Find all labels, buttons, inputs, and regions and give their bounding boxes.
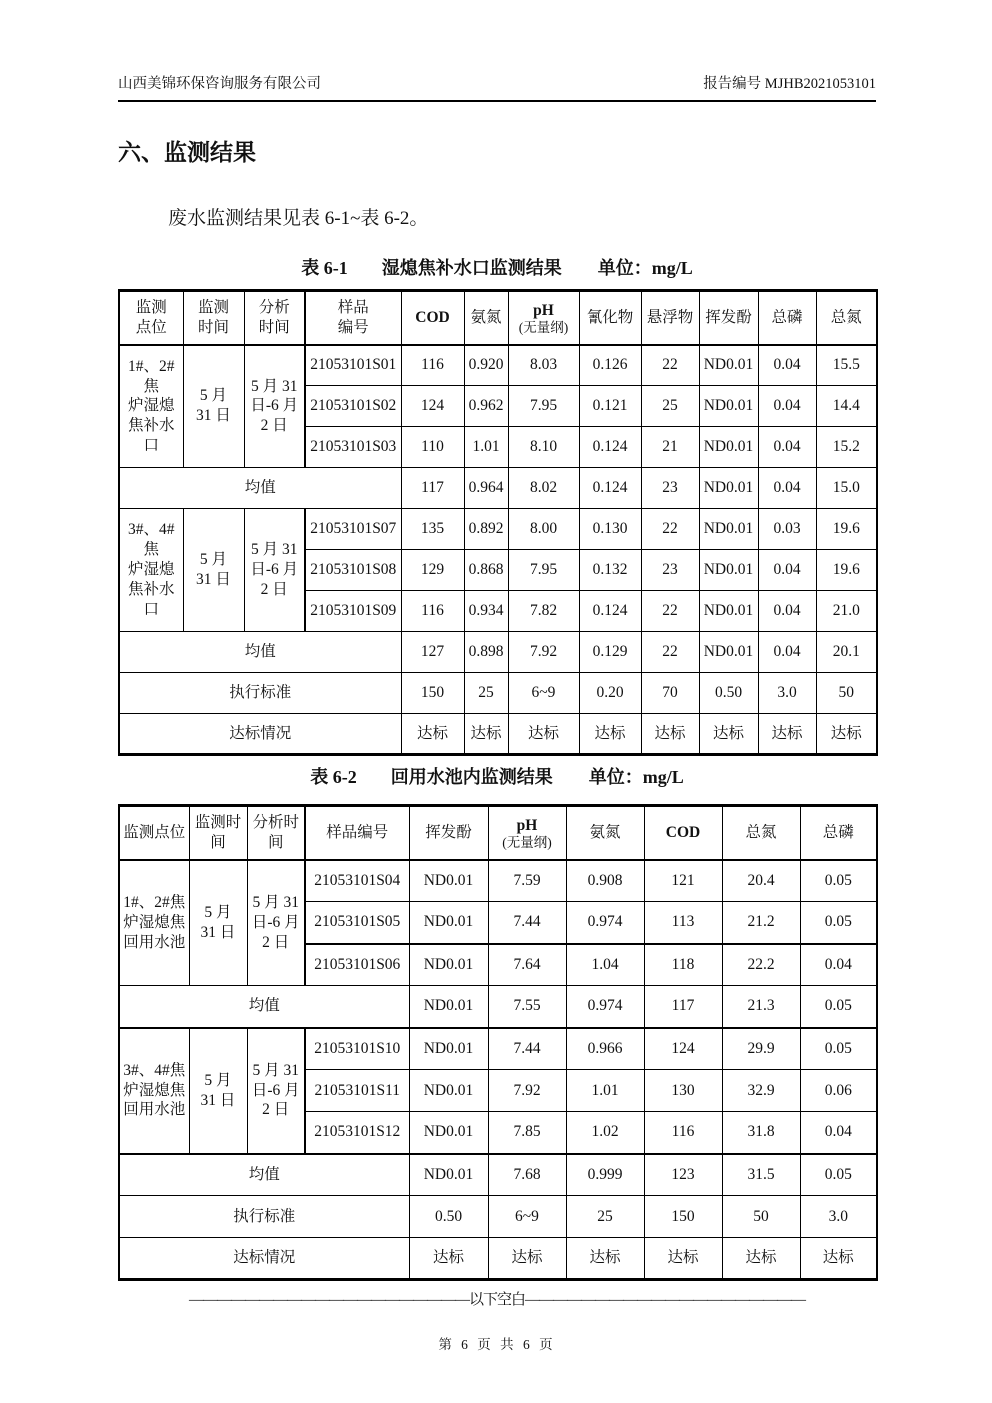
value-cell: 7.44 <box>488 902 566 944</box>
value-cell: 0.132 <box>579 550 641 591</box>
value-cell: 21 <box>641 427 699 468</box>
column-header: 监测 点位 <box>119 291 183 345</box>
compliance-cell: 达标 <box>800 1238 877 1280</box>
value-cell: 21.2 <box>722 902 800 944</box>
below-blank-marker: ————————————————————以下空白———————————————————— <box>188 1292 805 1308</box>
mean-value-cell: 31.5 <box>722 1154 800 1196</box>
value-cell: 1.04 <box>566 944 644 986</box>
table-6-1-caption-title: 湿熄焦补水口监测结果 <box>381 258 562 278</box>
column-header: 悬浮物 <box>641 291 699 345</box>
standard-value-cell: 50 <box>722 1196 800 1238</box>
value-cell: 0.966 <box>566 1028 644 1070</box>
mean-value-cell: ND0.01 <box>409 986 488 1028</box>
sample-id: 21053101S07 <box>305 509 401 550</box>
value-cell: 0.03 <box>758 509 816 550</box>
column-header: 样品 编号 <box>305 291 401 345</box>
monitoring-point: 3#、4#焦 炉湿熄焦 回用水池 <box>119 1028 189 1154</box>
sample-id: 21053101S02 <box>305 386 401 427</box>
value-cell: 121 <box>644 860 722 902</box>
mean-value-cell: ND0.01 <box>699 632 758 673</box>
mean-value-cell: 7.92 <box>508 632 579 673</box>
column-header: 氨氮 <box>566 806 644 860</box>
table-6-2-caption-unit: 单位：mg/L <box>588 767 684 787</box>
table-row <box>119 468 877 509</box>
mean-value-cell: 0.04 <box>758 632 816 673</box>
value-cell: ND0.01 <box>409 860 488 902</box>
value-cell: 21.0 <box>816 591 877 632</box>
value-cell: ND0.01 <box>699 550 758 591</box>
mean-value-cell: 0.05 <box>800 986 877 1028</box>
value-cell: 8.10 <box>508 427 579 468</box>
row-label-mean: 均值 <box>119 986 409 1028</box>
column-header: pH (无量纲) <box>508 291 579 345</box>
column-header: 监测点位 <box>119 806 189 860</box>
value-cell: 116 <box>401 345 464 386</box>
table-row <box>119 509 877 550</box>
compliance-cell: 达标 <box>579 714 641 755</box>
column-header: 总氮 <box>722 806 800 860</box>
value-cell: 0.962 <box>464 386 508 427</box>
column-header: 监测时 间 <box>189 806 247 860</box>
table-6-2-container <box>118 804 876 1281</box>
standard-value-cell: 3.0 <box>800 1196 877 1238</box>
value-cell: 0.05 <box>800 902 877 944</box>
row-label-mean: 均值 <box>119 468 401 509</box>
value-cell: 0.920 <box>464 345 508 386</box>
mean-value-cell: 20.1 <box>816 632 877 673</box>
compliance-cell: 达标 <box>401 714 464 755</box>
sample-id: 21053101S05 <box>305 902 409 944</box>
value-cell: 7.82 <box>508 591 579 632</box>
monitoring-point: 3#、4#焦 炉湿熄 焦补水 口 <box>119 509 183 632</box>
table-row <box>119 345 877 386</box>
value-cell: 0.124 <box>579 427 641 468</box>
row-label-mean: 均值 <box>119 632 401 673</box>
value-cell: ND0.01 <box>409 1028 488 1070</box>
value-cell: 1.01 <box>464 427 508 468</box>
report-number: 报告编号 MJHB2021053101 <box>703 76 876 92</box>
mean-value-cell: ND0.01 <box>409 1154 488 1196</box>
value-cell: 32.9 <box>722 1070 800 1112</box>
sample-id: 21053101S12 <box>305 1112 409 1154</box>
monitoring-time: 5 月 31 日 <box>183 509 244 632</box>
mean-value-cell: 0.129 <box>579 632 641 673</box>
mean-value-cell: 23 <box>641 468 699 509</box>
standard-value-cell: 6~9 <box>488 1196 566 1238</box>
column-header: 挥发酚 <box>409 806 488 860</box>
monitoring-time: 5 月 31 日 <box>189 860 247 986</box>
standard-value-cell: 25 <box>566 1196 644 1238</box>
sample-id: 21053101S10 <box>305 1028 409 1070</box>
table-6-1-caption-unit: 单位：mg/L <box>597 258 693 278</box>
sample-id: 21053101S03 <box>305 427 401 468</box>
column-header: 挥发酚 <box>699 291 758 345</box>
standard-value-cell: 0.50 <box>699 673 758 714</box>
mean-value-cell: 127 <box>401 632 464 673</box>
column-header: 总磷 <box>800 806 877 860</box>
compliance-cell: 达标 <box>758 714 816 755</box>
value-cell: 0.121 <box>579 386 641 427</box>
monitoring-table-6-2 <box>118 804 878 1281</box>
table-6-1-container <box>118 289 876 756</box>
compliance-cell: 达标 <box>722 1238 800 1280</box>
value-cell: 116 <box>644 1112 722 1154</box>
monitoring-time: 5 月 31 日 <box>183 345 244 468</box>
analysis-time: 5 月 31 日-6 月 2 日 <box>247 860 305 986</box>
compliance-cell: 达标 <box>566 1238 644 1280</box>
standard-value-cell: 150 <box>401 673 464 714</box>
mean-value-cell: 0.964 <box>464 468 508 509</box>
value-cell: 15.5 <box>816 345 877 386</box>
value-cell: 0.974 <box>566 902 644 944</box>
value-cell: ND0.01 <box>409 902 488 944</box>
value-cell: 0.04 <box>758 345 816 386</box>
sample-id: 21053101S01 <box>305 345 401 386</box>
standard-value-cell: 3.0 <box>758 673 816 714</box>
compliance-cell: 达标 <box>641 714 699 755</box>
column-header: 监测 时间 <box>183 291 244 345</box>
monitoring-time: 5 月 31 日 <box>189 1028 247 1154</box>
mean-value-cell: 15.0 <box>816 468 877 509</box>
value-cell: 0.934 <box>464 591 508 632</box>
value-cell: 0.04 <box>758 386 816 427</box>
mean-value-cell: 22 <box>641 632 699 673</box>
mean-value-cell: 117 <box>644 986 722 1028</box>
table-row <box>119 806 877 860</box>
value-cell: ND0.01 <box>699 345 758 386</box>
mean-value-cell: 0.05 <box>800 1154 877 1196</box>
mean-value-cell: 0.898 <box>464 632 508 673</box>
sample-id: 21053101S08 <box>305 550 401 591</box>
mean-value-cell: 0.04 <box>758 468 816 509</box>
standard-value-cell: 25 <box>464 673 508 714</box>
page-header <box>118 72 876 102</box>
table-row <box>119 1196 877 1238</box>
value-cell: 23 <box>641 550 699 591</box>
column-header: 分析 时间 <box>244 291 305 345</box>
value-cell: 0.126 <box>579 345 641 386</box>
sample-id: 21053101S06 <box>305 944 409 986</box>
value-cell: ND0.01 <box>409 944 488 986</box>
compliance-cell: 达标 <box>488 1238 566 1280</box>
value-cell: 22 <box>641 509 699 550</box>
value-cell: 7.92 <box>488 1070 566 1112</box>
value-cell: 0.124 <box>579 591 641 632</box>
value-cell: 0.892 <box>464 509 508 550</box>
table-row <box>119 714 877 755</box>
value-cell: 0.05 <box>800 860 877 902</box>
table-6-2-caption-title: 回用水池内监测结果 <box>390 767 553 787</box>
column-header: 分析时 间 <box>247 806 305 860</box>
column-header: 总磷 <box>758 291 816 345</box>
row-label-compliance: 达标情况 <box>119 714 401 755</box>
value-cell: 0.06 <box>800 1070 877 1112</box>
value-cell: 20.4 <box>722 860 800 902</box>
compliance-cell: 达标 <box>508 714 579 755</box>
value-cell: 7.95 <box>508 550 579 591</box>
value-cell: ND0.01 <box>699 509 758 550</box>
value-cell: 135 <box>401 509 464 550</box>
section-title: 六、监测结果 <box>118 140 256 165</box>
compliance-cell: 达标 <box>409 1238 488 1280</box>
monitoring-table-6-1 <box>118 289 878 756</box>
value-cell: 8.03 <box>508 345 579 386</box>
value-cell: 8.00 <box>508 509 579 550</box>
value-cell: 15.2 <box>816 427 877 468</box>
standard-value-cell: 0.50 <box>409 1196 488 1238</box>
sample-id: 21053101S11 <box>305 1070 409 1112</box>
mean-value-cell: 7.55 <box>488 986 566 1028</box>
monitoring-point: 1#、2#焦 炉湿熄焦 回用水池 <box>119 860 189 986</box>
value-cell: 25 <box>641 386 699 427</box>
value-cell: 116 <box>401 591 464 632</box>
column-header: 样品编号 <box>305 806 409 860</box>
value-cell: 7.64 <box>488 944 566 986</box>
mean-value-cell: 0.999 <box>566 1154 644 1196</box>
page-number: 第 6 页 共 6 页 <box>438 1337 556 1352</box>
value-cell: 0.04 <box>758 427 816 468</box>
table-6-1-caption <box>118 254 876 280</box>
value-cell: 0.04 <box>758 591 816 632</box>
value-cell: 0.868 <box>464 550 508 591</box>
row-label-compliance: 达标情况 <box>119 1238 409 1280</box>
table-row <box>119 1154 877 1196</box>
value-cell: 0.04 <box>800 944 877 986</box>
value-cell: 29.9 <box>722 1028 800 1070</box>
value-cell: 0.04 <box>800 1112 877 1154</box>
value-cell: 19.6 <box>816 550 877 591</box>
row-label-standard: 执行标准 <box>119 1196 409 1238</box>
mean-value-cell: 123 <box>644 1154 722 1196</box>
value-cell: 110 <box>401 427 464 468</box>
intro-paragraph: 废水监测结果见表 6-1~表 6-2。 <box>168 208 429 229</box>
row-label-standard: 执行标准 <box>119 673 401 714</box>
value-cell: 1.02 <box>566 1112 644 1154</box>
value-cell: 130 <box>644 1070 722 1112</box>
mean-value-cell: 21.3 <box>722 986 800 1028</box>
mean-value-cell: 0.124 <box>579 468 641 509</box>
compliance-cell: 达标 <box>464 714 508 755</box>
value-cell: 129 <box>401 550 464 591</box>
table-row <box>119 860 877 902</box>
value-cell: 22.2 <box>722 944 800 986</box>
value-cell: 0.908 <box>566 860 644 902</box>
table-row <box>119 673 877 714</box>
value-cell: 7.59 <box>488 860 566 902</box>
column-header: 氰化物 <box>579 291 641 345</box>
analysis-time: 5 月 31 日-6 月 2 日 <box>247 1028 305 1154</box>
compliance-cell: 达标 <box>644 1238 722 1280</box>
table-6-2-caption-label: 表 6-2 <box>310 767 357 787</box>
value-cell: 113 <box>644 902 722 944</box>
mean-value-cell: 117 <box>401 468 464 509</box>
value-cell: ND0.01 <box>409 1112 488 1154</box>
column-header: 总氮 <box>816 291 877 345</box>
standard-value-cell: 0.20 <box>579 673 641 714</box>
table-row <box>119 632 877 673</box>
company-name: 山西美锦环保咨询服务有限公司 <box>118 76 321 92</box>
mean-value-cell: 8.02 <box>508 468 579 509</box>
monitoring-point: 1#、2#焦 炉湿熄 焦补水 口 <box>119 345 183 468</box>
value-cell: 31.8 <box>722 1112 800 1154</box>
value-cell: 7.44 <box>488 1028 566 1070</box>
column-header: pH (无量纲) <box>488 806 566 860</box>
value-cell: ND0.01 <box>699 427 758 468</box>
sample-id: 21053101S04 <box>305 860 409 902</box>
value-cell: 7.95 <box>508 386 579 427</box>
value-cell: 7.85 <box>488 1112 566 1154</box>
table-row <box>119 291 877 345</box>
mean-value-cell: ND0.01 <box>699 468 758 509</box>
standard-value-cell: 150 <box>644 1196 722 1238</box>
table-6-2-caption <box>118 763 876 789</box>
value-cell: ND0.01 <box>409 1070 488 1112</box>
table-6-1-caption-label: 表 6-1 <box>301 258 348 278</box>
value-cell: 0.130 <box>579 509 641 550</box>
value-cell: ND0.01 <box>699 386 758 427</box>
mean-value-cell: 7.68 <box>488 1154 566 1196</box>
standard-value-cell: 50 <box>816 673 877 714</box>
table-row <box>119 986 877 1028</box>
value-cell: 22 <box>641 591 699 632</box>
table-row <box>119 1028 877 1070</box>
value-cell: 1.01 <box>566 1070 644 1112</box>
compliance-cell: 达标 <box>816 714 877 755</box>
column-header: COD <box>401 291 464 345</box>
value-cell: 19.6 <box>816 509 877 550</box>
analysis-time: 5 月 31 日-6 月 2 日 <box>244 345 305 468</box>
value-cell: 22 <box>641 345 699 386</box>
analysis-time: 5 月 31 日-6 月 2 日 <box>244 509 305 632</box>
standard-value-cell: 6~9 <box>508 673 579 714</box>
value-cell: ND0.01 <box>699 591 758 632</box>
column-header: COD <box>644 806 722 860</box>
sample-id: 21053101S09 <box>305 591 401 632</box>
standard-value-cell: 70 <box>641 673 699 714</box>
value-cell: 118 <box>644 944 722 986</box>
value-cell: 124 <box>644 1028 722 1070</box>
compliance-cell: 达标 <box>699 714 758 755</box>
value-cell: 0.05 <box>800 1028 877 1070</box>
column-header: 氨氮 <box>464 291 508 345</box>
value-cell: 14.4 <box>816 386 877 427</box>
mean-value-cell: 0.974 <box>566 986 644 1028</box>
row-label-mean: 均值 <box>119 1154 409 1196</box>
table-row <box>119 1238 877 1280</box>
value-cell: 0.04 <box>758 550 816 591</box>
value-cell: 124 <box>401 386 464 427</box>
